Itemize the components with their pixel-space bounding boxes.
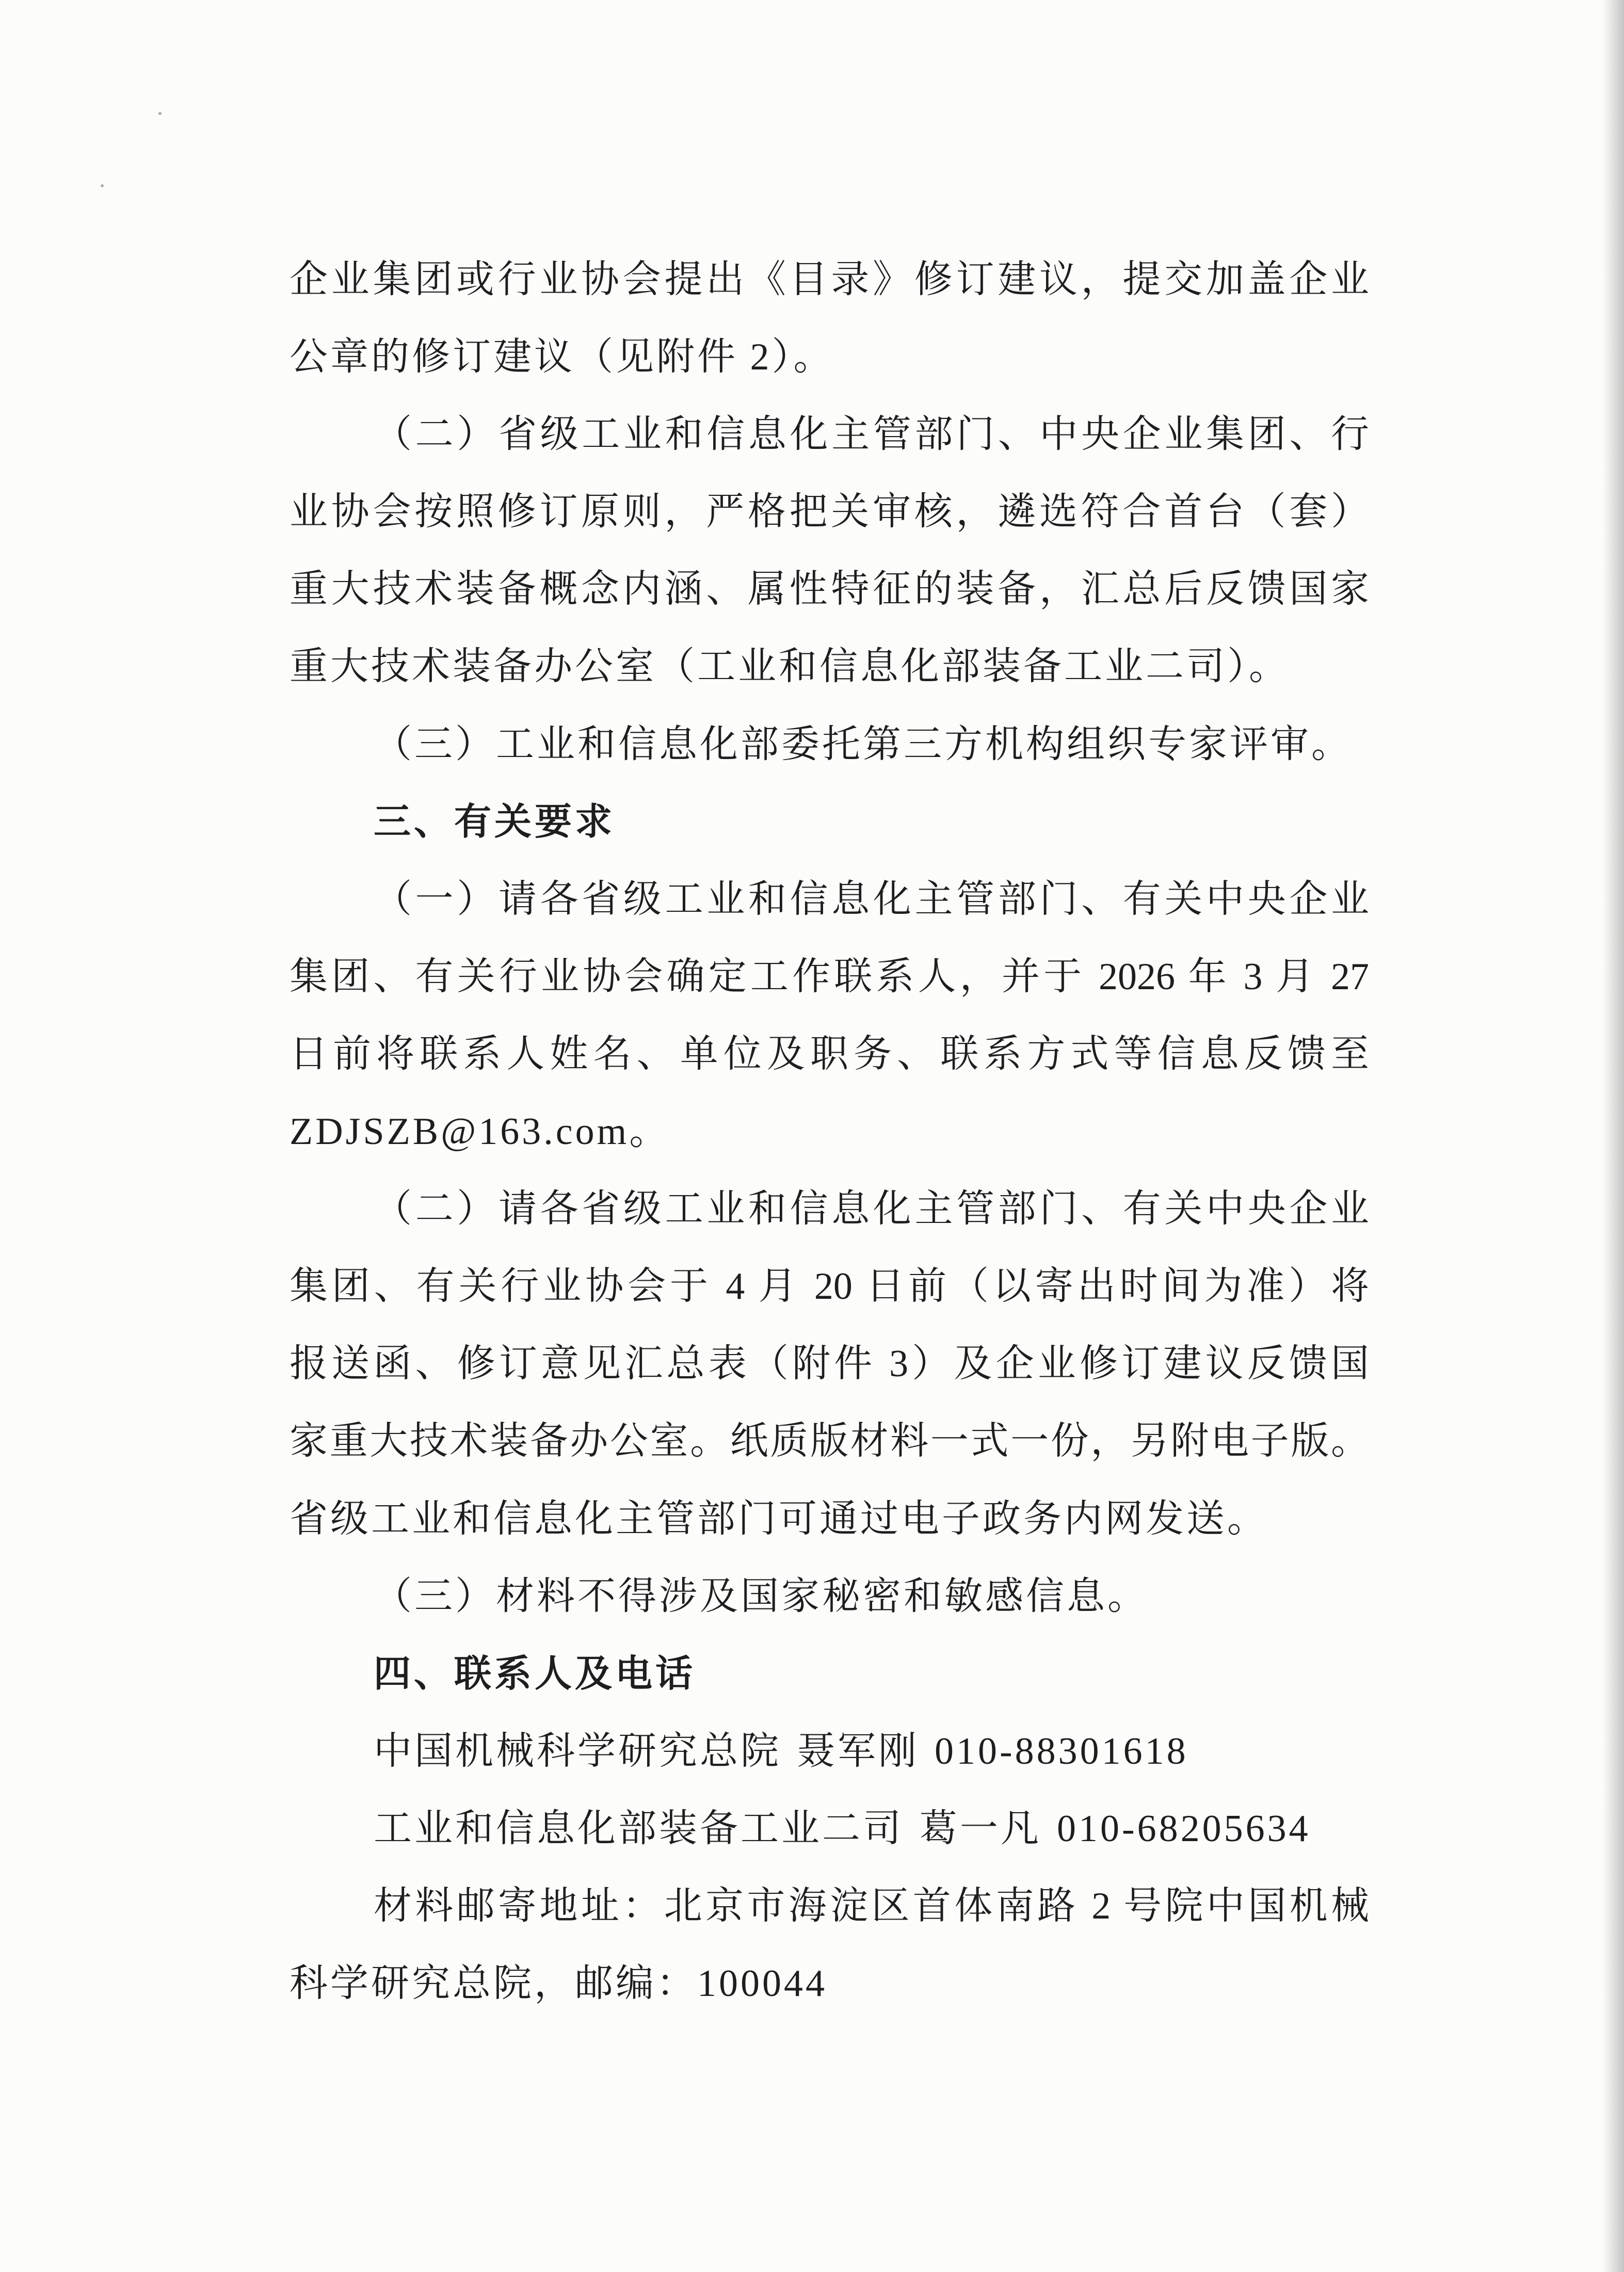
contact-org: 工业和信息化部装备工业二司 <box>374 1807 904 1850</box>
paragraph-line: （三）材料不得涉及国家秘密和敏感信息。 <box>374 1575 1148 1618</box>
paragraph-line: 业协会按照修订原则，严格把关审核，遴选符合首台（套） <box>290 491 1369 534</box>
email-address: ZDJSZB@163.com。 <box>290 1110 670 1153</box>
paragraph-line: 报送函、修订意见汇总表（附件 3）及企业修订建议反馈国 <box>290 1343 1369 1385</box>
paragraph-line: 日前将联系人姓名、单位及职务、联系方式等信息反馈至 <box>290 1033 1369 1075</box>
paragraph-line: （二）请各省级工业和信息化主管部门、有关中央企业 <box>374 1188 1369 1231</box>
contact-org: 中国机械科学研究总院 <box>374 1730 781 1773</box>
scan-speck <box>101 184 104 187</box>
paragraph-line: （一）请各省级工业和信息化主管部门、有关中央企业 <box>374 878 1369 921</box>
paragraph-line: （三）工业和信息化部委托第三方机构组织专家评审。 <box>374 723 1352 766</box>
contact-line <box>290 1713 1369 1790</box>
paragraph <box>290 241 1369 396</box>
section-heading: 三、有关要求 <box>374 801 616 843</box>
document-body <box>290 241 1369 2022</box>
contact-name: 葛一凡 <box>919 1807 1041 1850</box>
paragraph <box>290 1558 1369 1635</box>
paragraph-line: 重大技术装备概念内涵、属性特征的装备，汇总后反馈国家 <box>290 568 1369 611</box>
contact-name: 聂军刚 <box>797 1730 919 1773</box>
paragraph-line: 重大技术装备办公室（工业和信息化部装备工业二司）。 <box>290 646 1290 688</box>
paragraph-line: 集团、有关行业协会于 4 月 20 日前（以寄出时间为准）将 <box>290 1265 1369 1308</box>
paragraph-line: 省级工业和信息化主管部门可通过电子政务内网发送。 <box>290 1497 1268 1540</box>
address-line: 科学研究总院，邮编：100044 <box>290 1962 827 2005</box>
paragraph <box>290 861 1369 1170</box>
section-heading: 四、联系人及电话 <box>374 1653 696 1695</box>
paragraph <box>290 706 1369 783</box>
paragraph-line: 企业集团或行业协会提出《目录》修订建议，提交加盖企业 <box>290 259 1369 301</box>
contact-line <box>290 1790 1369 1867</box>
paragraph-line: 公章的修订建议（见附件 2）。 <box>290 336 834 379</box>
mailing-address <box>290 1867 1369 2022</box>
paragraph-line: 集团、有关行业协会确定工作联系人，并于 2026 年 3 月 27 <box>290 955 1369 998</box>
address-line: 材料邮寄地址：北京市海淀区首体南路 2 号院中国机械 <box>374 1884 1369 1927</box>
paragraph <box>290 1170 1369 1557</box>
paragraph <box>290 396 1369 705</box>
paragraph-line: （二）省级工业和信息化主管部门、中央企业集团、行 <box>374 413 1369 456</box>
page-edge-shadow <box>1602 0 1624 2272</box>
scan-speck <box>158 112 162 115</box>
contact-phone: 010-68205634 <box>1057 1807 1311 1850</box>
contact-phone: 010-88301618 <box>935 1730 1188 1773</box>
paragraph-line: 家重大技术装备办公室。纸质版材料一式一份，另附电子版。 <box>290 1420 1369 1463</box>
